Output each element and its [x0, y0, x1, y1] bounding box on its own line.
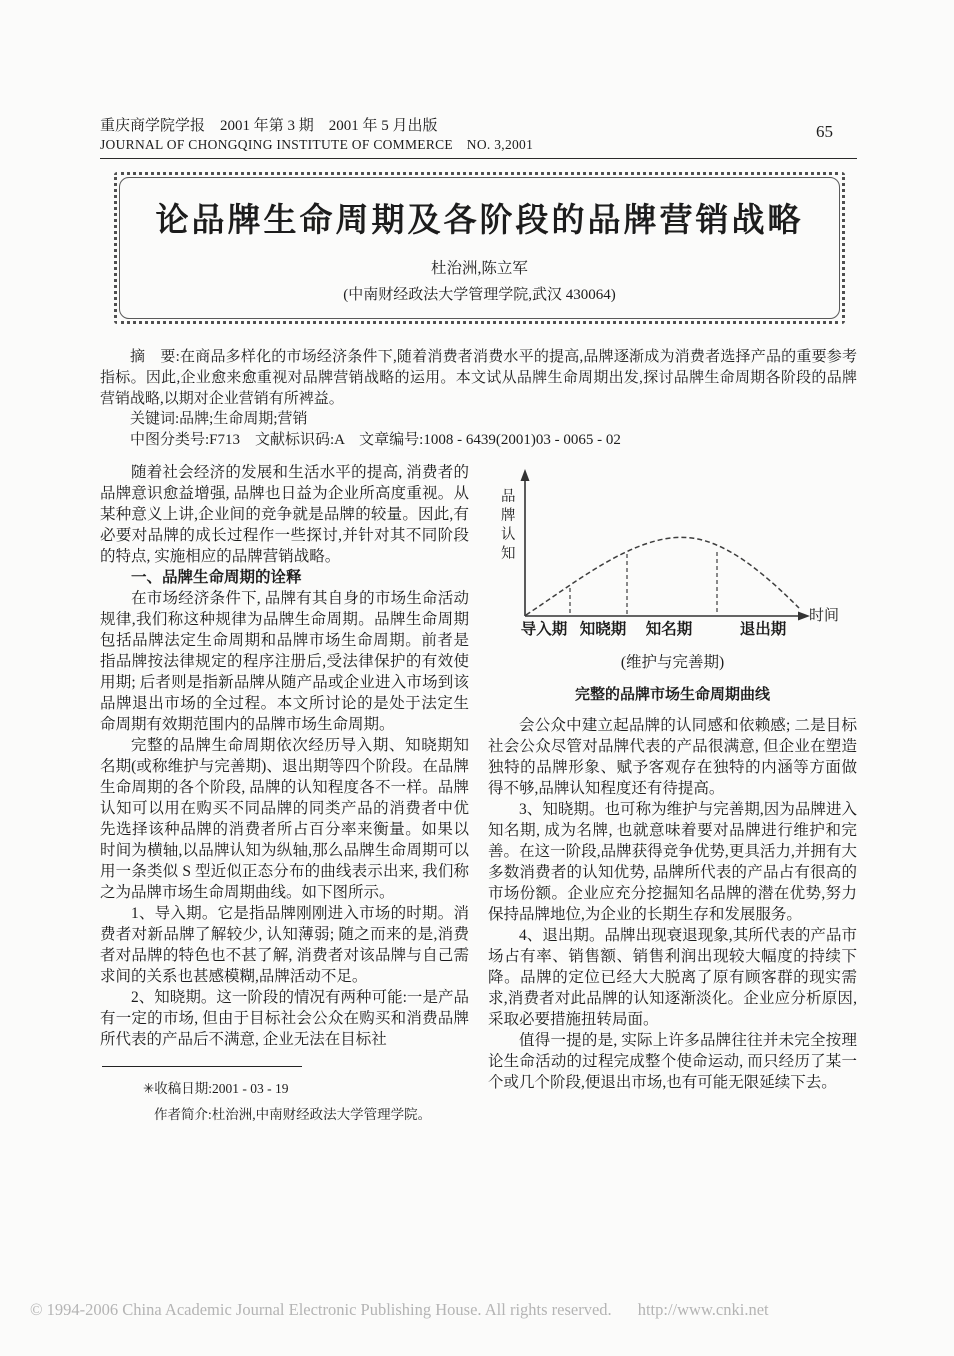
paragraph-stage-1: 1、导入期。它是指品牌刚刚进入市场的时期。消费者对新品牌了解较少, 认知薄弱; 随之而来的是,消费者对品牌的特色也不甚了解, 消费者对该品牌与自己需求间的关系也甚感模糊,品牌活动不足。 — [100, 905, 469, 985]
classification-line: 中图分类号:F713 文献标识码:A 文章编号:1008 - 6439(2001)03 - 0065 - 02 — [130, 432, 621, 449]
phase-label-awareness: 知晓期 — [579, 621, 627, 638]
figure-caption: 完整的品牌市场生命周期曲线 — [574, 687, 770, 703]
right-column — [488, 462, 857, 1129]
footnote-block — [100, 1066, 469, 1129]
abstract-paragraph — [100, 347, 857, 409]
header-rule — [100, 158, 857, 159]
abstract-block — [100, 347, 857, 451]
phase-label-exit: 退出期 — [739, 621, 787, 638]
journal-title-en: JOURNAL OF CHONGQING INSTITUTE OF COMMERCE NO. 3,2001 — [100, 137, 534, 153]
paragraph-lifecycle-definition: 在市场经济条件下, 品牌有其自身的市场生命活动规律,我们称这种规律为品牌生命周期。品牌生命周期包括品牌法定生命周期和品牌市场生命周期。前者是指品牌按法律规定的程序注册后,受法律保护的有效使用期; 后者则是指新品牌从随产品或企业进入市场到该品牌退出市场的全过程。本文所讨论的是处于法定生命周期有效期范围内的品牌市场生命周期。 — [100, 590, 469, 733]
section-heading-1: 一、品牌生命周期的诠释 — [131, 569, 302, 586]
title-box — [114, 172, 845, 324]
footnote-author-bio: 作者简介:杜治洲,中南财经政法大学管理学院。 — [154, 1107, 432, 1123]
left-column — [100, 462, 469, 1129]
abstract-text: 在商品多样化的市场经济条件下,随着消费者消费水平的提高,品牌逐渐成为消费者选择产品的重要参考指标。因此,企业愈来愈重视对品牌营销战略的运用。本文试从品牌生命周期出发,探讨品牌生命周期各阶段的品牌营销战略,以期对企业营销有所裨益。 — [100, 349, 857, 407]
y-axis-label: 品牌认知 — [501, 489, 516, 562]
footnote-received-date: ✳收稿日期:2001 - 03 - 19 — [143, 1081, 289, 1096]
article-title: 论品牌生命周期及各阶段的品牌营销战略 — [155, 203, 804, 239]
article-affiliation: (中南财经政法大学管理学院,武汉 430064) — [343, 287, 616, 304]
footer-url: http://www.cnki.net — [637, 1300, 769, 1319]
lifecycle-plot — [488, 462, 857, 642]
brand-lifecycle-figure — [488, 462, 857, 706]
footer-copyright: © 1994-2006 China Academic Journal Electronic Publishing House. All rights reserved. — [30, 1300, 612, 1319]
body-columns — [100, 462, 857, 1129]
cnki-footer — [30, 1300, 769, 1320]
keywords-line: 关键词:品牌;生命周期;营销 — [130, 411, 308, 428]
phase-label-introduction: 导入期 — [520, 621, 568, 638]
page-header — [100, 116, 857, 159]
paragraph-remark: 值得一提的是, 实际上许多品牌往往并未完全按理论生命活动的过程完成整个使命运动, 而只经历了某一个或几个阶段,便退出市场,也有可能无限延续下去。 — [488, 1032, 857, 1091]
paragraph-stage-2: 2、知晓期。这一阶段的情况有两种可能:一是产品有一定的市场, 但由于目标社会公众在购买和消费品牌所代表的产品后不满意, 企业无法在目标社 — [100, 989, 469, 1048]
page-number: 65 — [816, 122, 833, 141]
paragraph-lifecycle-stages: 完整的品牌生命周期依次经历导入期、知晓期知名期(或称维护与完善期)、退出期等四个阶段。在品牌生命周期的各个阶段, 品牌的认知程度各不一样。品牌认知可以用在购买不同品牌的同类产品的消费者中优先选择该种品牌的消费者所占百分率来衡量。如果以时间为横轴,以品牌认知为纵轴,那么品牌生命周期可以用一条类似 S 型近似正态分布的曲线表示出来, 我们称之为品牌市场生命周期曲线。如下图所示。 — [100, 737, 469, 901]
article-authors: 杜治洲,陈立军 — [431, 260, 528, 278]
lifecycle-curve-svg — [488, 462, 857, 642]
paragraph-intro: 随着社会经济的发展和生活水平的提高, 消费者的品牌意识愈益增强, 品牌也日益为企业所高度重视。从某种意义上讲,企业间的竞争就是品牌的较量。因此,有必要对品牌的成长过程作一些探讨,并针对其不同阶段的特点, 实施相应的品牌营销战略。 — [100, 464, 469, 565]
paragraph-stage-3: 3、知晓期。也可称为维护与完善期,因为品牌进入知名期, 成为名牌, 也就意味着要对品牌进行维护和完善。在这一阶段,品牌获得竞争优势,更具活力,并拥有大多数消费者的认知优势, 品牌所代表的产品占有很高的市场份额。企业应充分挖掘知名品牌的潜在优势,努力保持品牌地位,为企业的长期生存和发展服务。 — [488, 801, 857, 923]
paragraph-awareness-continued: 会公众中建立起品牌的认同感和依赖感; 二是目标社会公众尽管对品牌代表的产品很满意, 但企业在塑造独特的品牌形象、赋予客观存在独特的内涵等方面做得不够,品牌认知程度还有待提高。 — [488, 717, 857, 797]
footnote-rule — [102, 1066, 302, 1067]
paragraph-stage-4: 4、退出期。品牌出现衰退现象,其所代表的产品市场占有率、销售额、销售利润出现较大幅度的持续下降。品牌的定位已经大大脱离了原有顾客群的现实需求,消费者对此品牌的认知逐渐淡化。企业应分析原因,采取必要措施扭转局面。 — [488, 927, 857, 1028]
phase-label-fame: 知名期 — [645, 621, 693, 638]
title-box-inner — [119, 177, 840, 319]
figure-sub-label: (维护与完善期) — [620, 654, 725, 671]
y-axis-arrow — [521, 469, 530, 481]
x-axis-label: 时间 — [809, 608, 840, 624]
abstract-label: 摘 要: — [130, 349, 180, 365]
lifecycle-curve — [526, 537, 799, 615]
journal-title-cn: 重庆商学院学报 2001 年第 3 期 2001 年 5 月出版 — [100, 118, 438, 134]
